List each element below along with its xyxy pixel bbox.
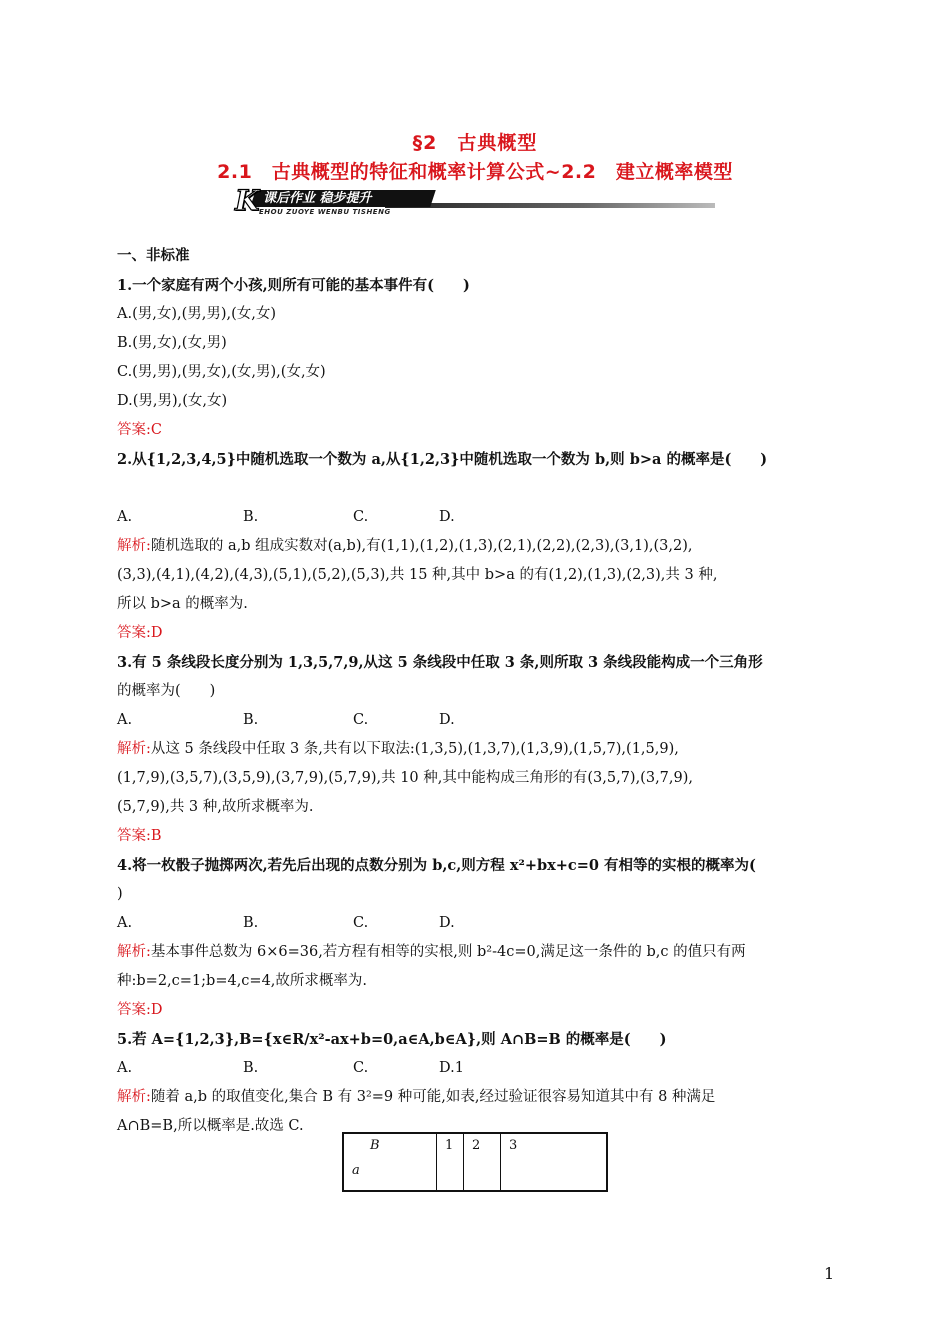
question-2-explanation-2: (3,3),(4,1),(4,2),(4,3),(5,1),(5,2),(5,3),共 15 种,其中 b>a 的有(1,2),(1,3),(2,3),共 3 种, <box>117 567 718 583</box>
question-1-option-a: A.(男,女),(男,男),(女,女) <box>117 306 277 322</box>
exercise-body <box>117 242 837 1141</box>
option-c: C. <box>353 712 369 728</box>
lesson-title: 2.1 古典概型的特征和概率计算公式~2.2 建立概率模型 <box>217 161 733 183</box>
option-c: C. <box>353 915 369 931</box>
table-header-a: a <box>352 1163 360 1178</box>
question-3-stem-1: 3.有 5 条线段长度分别为 1,3,5,7,9,从这 5 条线段中任取 3 条,则所取 3 条线段能构成一个三角形 <box>117 654 763 671</box>
option-b: B. <box>243 915 259 931</box>
option-a: A. <box>117 915 133 931</box>
question-1-stem: 1.一个家庭有两个小孩,则所有可能的基本事件有( ) <box>117 277 470 294</box>
question-5-explanation-2: A∩B=B,所以概率是.故选 C. <box>117 1118 304 1134</box>
question-4-answer: 答案:D <box>117 1002 163 1018</box>
option-b: B. <box>243 509 259 525</box>
option-b: B. <box>243 712 259 728</box>
explanation-label: 解析: <box>117 944 151 960</box>
question-5-explanation-1: 解析:随着 a,b 的取值变化,集合 B 有 3²=9 种可能,如表,经过验证很容易知道其中有 8 种满足 <box>117 1089 716 1105</box>
question-2-explanation-3: 所以 b>a 的概率为. <box>117 596 248 612</box>
question-4-explanation-2: 种:b=2,c=1;b=4,c=4,故所求概率为. <box>117 973 368 989</box>
question-3-explanation-3: (5,7,9),共 3 种,故所求概率为. <box>117 799 314 815</box>
option-d: D. <box>439 509 455 525</box>
question-1-option-b: B.(男,女),(女,男) <box>117 335 227 351</box>
question-5-options <box>117 1054 837 1083</box>
option-d: D.1 <box>439 1060 464 1076</box>
table-header-b: B <box>370 1138 380 1153</box>
homework-banner <box>235 184 715 218</box>
question-4-options <box>117 909 837 938</box>
question-3-stem-2: 的概率为( ) <box>117 683 216 699</box>
question-3-answer: 答案:B <box>117 828 162 844</box>
table-col-2: 2 <box>464 1133 501 1191</box>
question-2-gap <box>117 474 837 503</box>
option-a: A. <box>117 712 133 728</box>
option-c: C. <box>353 1060 369 1076</box>
banner-k-logo: K <box>235 184 260 217</box>
section-title: 一、非标准 <box>117 248 190 264</box>
question-5-stem: 5.若 A={1,2,3},B={x∈R/x²-ax+b=0,a∈A,b∈A},则 A∩B=B 的概率是( ) <box>117 1031 667 1048</box>
question-2-options <box>117 503 837 532</box>
question-3-explanation-1: 解析:从这 5 条线段中任取 3 条,共有以下取法:(1,3,5),(1,3,7),(1,3,9),(1,5,7),(1,5,9), <box>117 741 679 757</box>
question-1-answer: 答案:C <box>117 422 162 438</box>
question-2-stem: 2.从{1,2,3,4,5}中随机选取一个数为 a,从{1,2,3}中随机选取一个数为 b,则 b>a 的概率是( ) <box>117 451 768 468</box>
banner-subtitle: EHOU ZUOYE WENBU TISHENG <box>259 208 391 216</box>
explanation-label: 解析: <box>117 741 151 757</box>
question-4-explanation-1: 解析:基本事件总数为 6×6=36,若方程有相等的实根,则 b²-4c=0,满足这一条件的 b,c 的值只有两 <box>117 944 746 960</box>
question-3-options <box>117 706 837 735</box>
banner-title: 课后作业 稳步提升 <box>263 191 372 206</box>
table-corner-cell <box>343 1133 437 1191</box>
section-heading: §2 古典概型 <box>412 132 538 154</box>
explanation-label: 解析: <box>117 538 151 554</box>
explanation-label: 解析: <box>117 1089 151 1105</box>
table-col-1: 1 <box>437 1133 464 1191</box>
page-number: 1 <box>824 1264 835 1283</box>
option-b: B. <box>243 1060 259 1076</box>
option-c: C. <box>353 509 369 525</box>
option-a: A. <box>117 509 133 525</box>
question-2-explanation-1: 解析:随机选取的 a,b 组成实数对(a,b),有(1,1),(1,2),(1,3),(2,1),(2,2),(2,3),(3,1),(3,2), <box>117 538 693 554</box>
question-1-option-c: C.(男,男),(男,女),(女,男),(女,女) <box>117 364 326 380</box>
question-4-stem-1: 4.将一枚骰子抛掷两次,若先后出现的点数分别为 b,c,则方程 x²+bx+c=0 有相等的实根的概率为( <box>117 857 756 874</box>
option-a: A. <box>117 1060 133 1076</box>
option-d: D. <box>439 712 455 728</box>
table-col-3: 3 <box>501 1133 608 1191</box>
question-3-explanation-2: (1,7,9),(3,5,7),(3,5,9),(3,7,9),(5,7,9),共 10 种,其中能构成三角形的有(3,5,7),(3,7,9), <box>117 770 693 786</box>
banner-rule <box>385 203 715 208</box>
question-1-option-d: D.(男,男),(女,女) <box>117 393 228 409</box>
question-4-stem-2: ) <box>117 886 123 902</box>
question-2-answer: 答案:D <box>117 625 163 641</box>
ab-table <box>342 1132 608 1192</box>
option-d: D. <box>439 915 455 931</box>
